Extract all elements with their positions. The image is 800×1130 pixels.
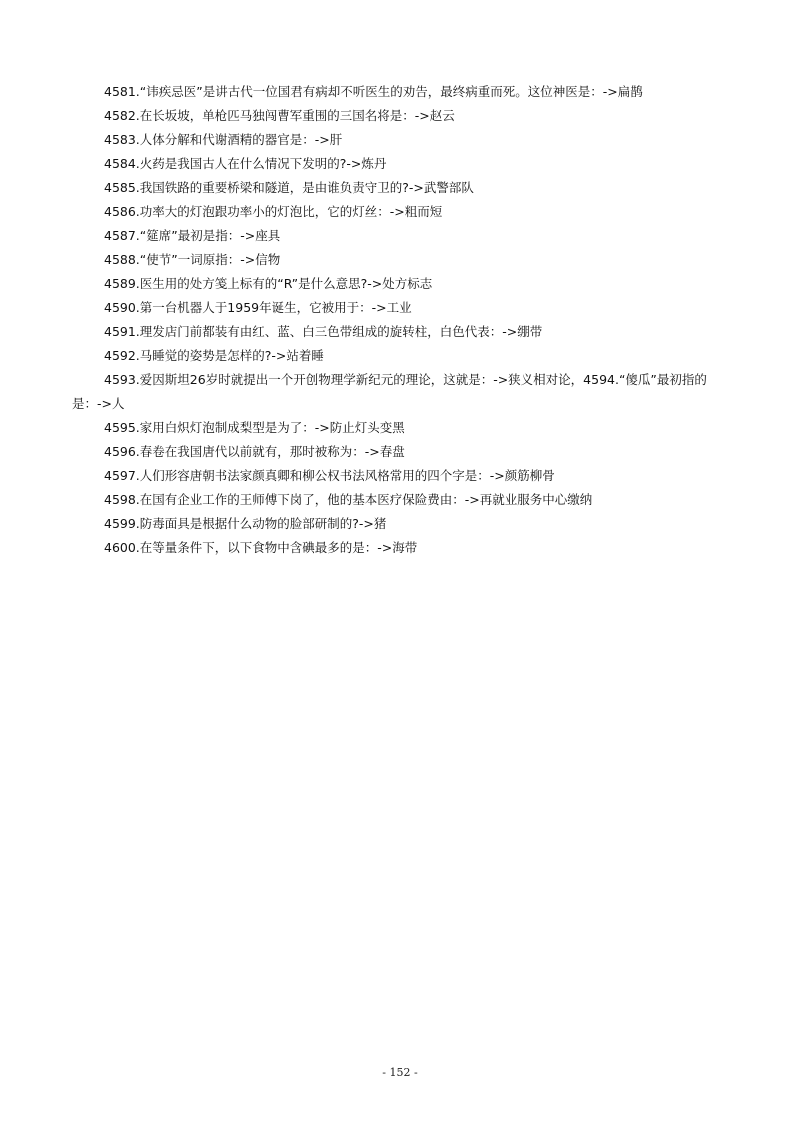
qa-item-4585: 4585.我国铁路的重要桥梁和隧道，是由谁负责守卫的?->武警部队 xyxy=(104,180,474,195)
page-number: - 152 - xyxy=(382,1066,418,1079)
qa-item-4595: 4595.家用白炽灯泡制成梨型是为了：->防止灯头变黑 xyxy=(104,420,405,435)
qa-list xyxy=(72,80,732,560)
qa-item-4587: 4587.“筵席”最初是指：->座具 xyxy=(104,228,281,243)
qa-item-4586: 4586.功率大的灯泡跟功率小的灯泡比，它的灯丝：->粗而短 xyxy=(104,204,443,219)
qa-item-4596: 4596.春卷在我国唐代以前就有，那时被称为：->春盘 xyxy=(104,444,405,459)
qa-item-4600: 4600.在等量条件下，以下食物中含碘最多的是：->海带 xyxy=(104,540,418,555)
qa-item-4582: 4582.在长坂坡，单枪匹马独闯曹军重围的三国名将是：->赵云 xyxy=(104,108,455,123)
qa-item-4590: 4590.第一台机器人于1959年诞生，它被用于：->工业 xyxy=(104,300,412,315)
qa-item-4581: 4581.“讳疾忌医”是讲古代一位国君有病却不听医生的劝告，最终病重而死。这位神医是：->扁鹊 xyxy=(104,84,643,99)
qa-item-4593: 4593.爱因斯坦26岁时就提出一个开创物理学新纪元的理论，这就是：->狭义相对论，4594.“傻瓜”最初指的是：->人 xyxy=(72,372,707,411)
qa-item-4584: 4584.火药是我国古人在什么情况下发明的?->炼丹 xyxy=(104,156,387,171)
qa-item-4592: 4592.马睡觉的姿势是怎样的?->站着睡 xyxy=(104,348,324,363)
qa-item-4591: 4591.理发店门前都装有由红、蓝、白三色带组成的旋转柱，白色代表：->绷带 xyxy=(104,324,543,339)
qa-item-4588: 4588.“使节”一词原指：->信物 xyxy=(104,252,281,267)
qa-item-4597: 4597.人们形容唐朝书法家颜真卿和柳公权书法风格常用的四个字是：->颜筋柳骨 xyxy=(104,468,555,483)
qa-item-4583: 4583.人体分解和代谢酒精的器官是：->肝 xyxy=(104,132,343,147)
qa-item-4598: 4598.在国有企业工作的王师傅下岗了，他的基本医疗保险费由：->再就业服务中心缴纳 xyxy=(104,492,593,507)
qa-item-4599: 4599.防毒面具是根据什么动物的脸部研制的?->猪 xyxy=(104,516,387,531)
qa-item-4589: 4589.医生用的处方笺上标有的“R”是什么意思?->处方标志 xyxy=(104,276,433,291)
